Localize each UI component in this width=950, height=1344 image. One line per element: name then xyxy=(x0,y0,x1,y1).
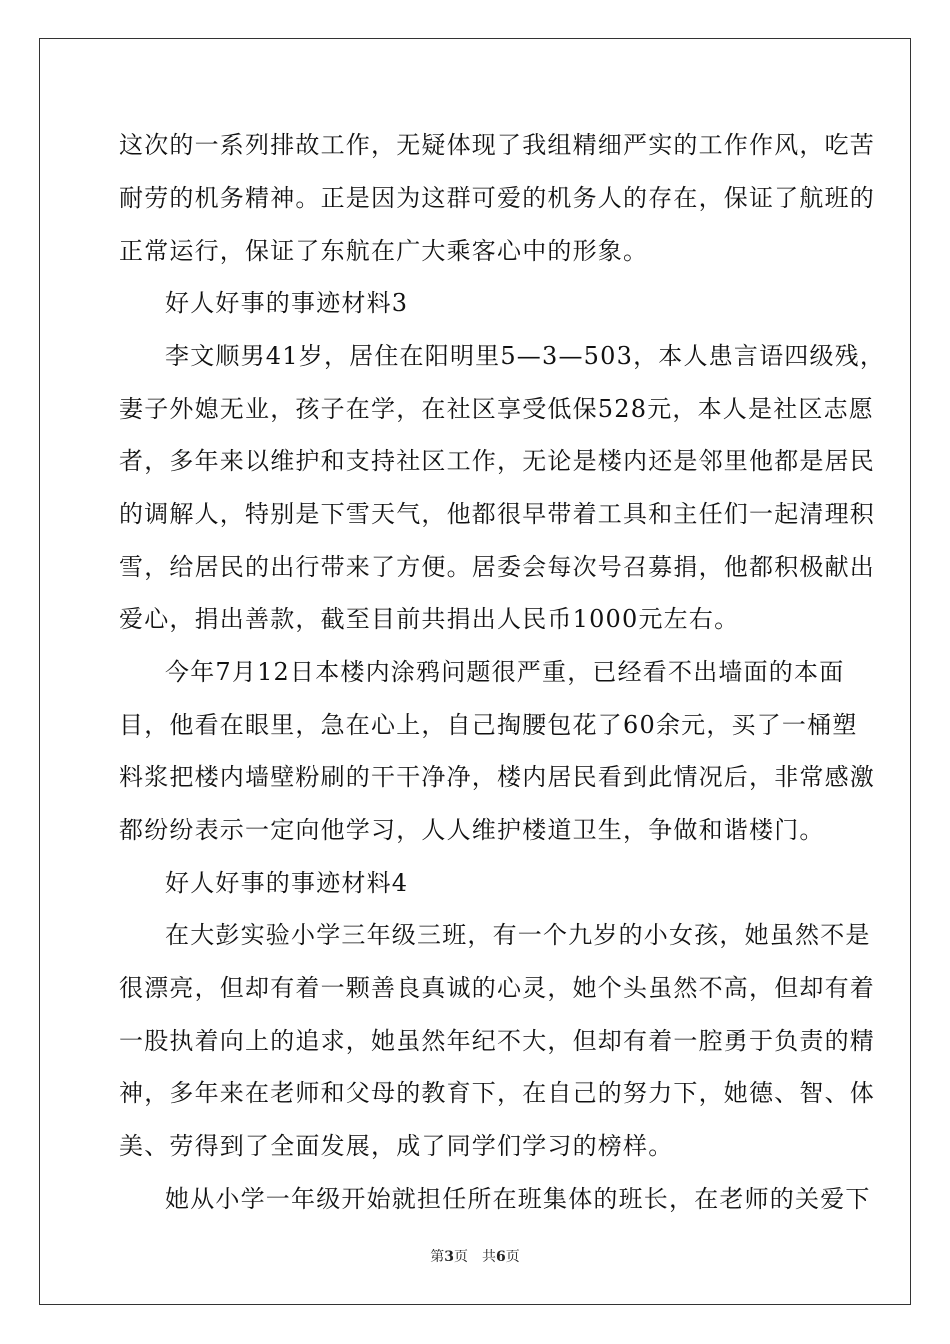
text-line: 料浆把楼内墙壁粉刷的干干净净，楼内居民看到此情况后，非常感激 xyxy=(119,763,875,791)
text-line: 都纷纷表示一定向他学习，人人维护楼道卫生，争做和谐楼门。 xyxy=(119,816,825,844)
page-footer xyxy=(0,1248,950,1266)
text-line: 耐劳的机务精神。正是因为这群可爱的机务人的存在，保证了航班的 xyxy=(119,184,875,212)
paragraph-first-line: 李文顺男41岁，居住在阳明里5—3—503，本人患言语四级残， xyxy=(165,342,886,370)
footer-prefix: 第 xyxy=(430,1249,445,1265)
text-line: 神，多年来在老师和父母的教育下，在自己的努力下，她德、智、体 xyxy=(119,1079,875,1107)
text-line: 正常运行，保证了东航在广大乘客心中的形象。 xyxy=(119,237,649,265)
text-line: 目，他看在眼里，急在心上，自己掏腰包花了60余元，买了一桶塑 xyxy=(119,711,858,739)
text-line: 一股执着向上的追求，她虽然年纪不大，但却有着一腔勇于负责的精 xyxy=(119,1027,875,1055)
paragraph-first-line: 在大彭实验小学三年级三班，有一个九岁的小女孩，她虽然不是 xyxy=(165,921,871,949)
text-line: 的调解人，特别是下雪天气，他都很早带着工具和主任们一起清理积 xyxy=(119,500,875,528)
text-line: 爱心，捐出善款，截至目前共捐出人民币1000元左右。 xyxy=(119,605,740,633)
text-line: 很漂亮，但却有着一颗善良真诚的心灵，她个头虽然不高，但却有着 xyxy=(119,974,875,1002)
total-pages-number: 6 xyxy=(496,1249,506,1265)
paragraph-first-line: 她从小学一年级开始就担任所在班集体的班长，在老师的关爱下 xyxy=(165,1185,871,1213)
text-line: 者，多年来以维护和支持社区工作，无论是楼内还是邻里他都是居民 xyxy=(119,447,875,475)
text-line: 雪，给居民的出行带来了方便。居委会每次号召募捐，他都积极献出 xyxy=(119,553,875,581)
footer-suffix: 页 xyxy=(505,1249,520,1265)
text-line: 美、劳得到了全面发展，成了同学们学习的榜样。 xyxy=(119,1132,674,1160)
footer-middle: 页 共 xyxy=(454,1249,496,1265)
text-line: 这次的一系列排故工作，无疑体现了我组精细严实的工作作风，吃苦 xyxy=(119,131,875,159)
current-page-number: 3 xyxy=(444,1249,454,1265)
text-line: 妻子外媳无业，孩子在学，在社区享受低保528元，本人是社区志愿 xyxy=(119,395,875,423)
section-heading: 好人好事的事迹材料4 xyxy=(165,869,409,897)
section-heading: 好人好事的事迹材料3 xyxy=(165,289,409,317)
paragraph-first-line: 今年7月12日本楼内涂鸦问题很严重，已经看不出墙面的本面 xyxy=(165,658,845,686)
